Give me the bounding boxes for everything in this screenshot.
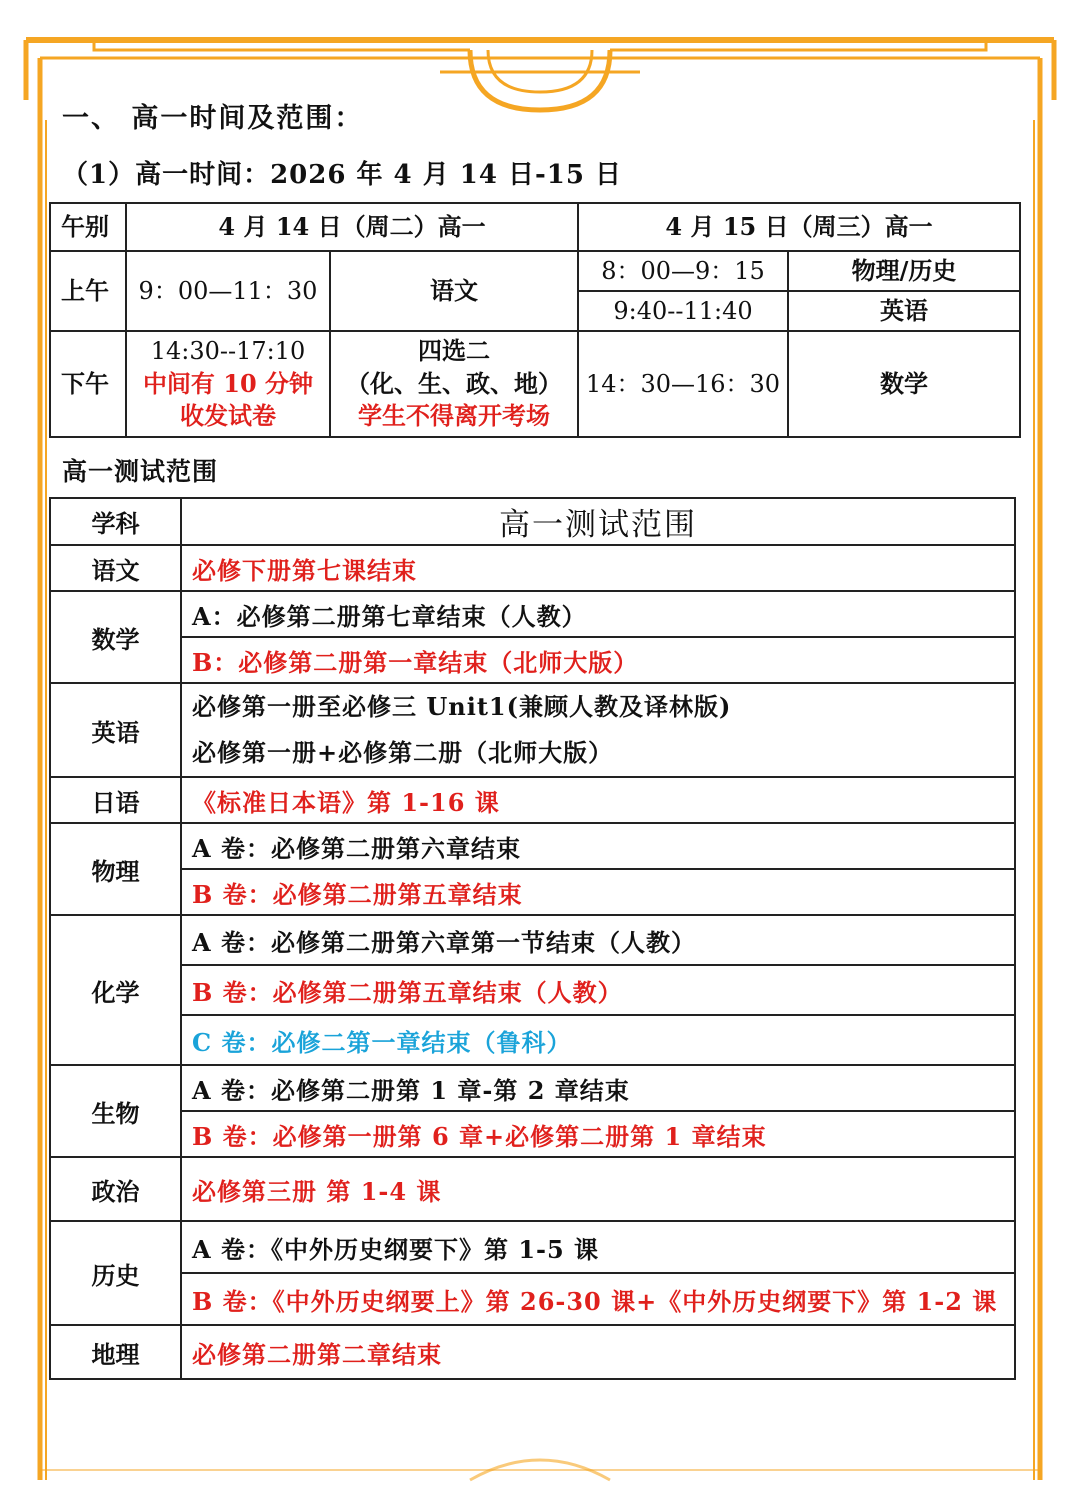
subject-biology: 生物: [50, 1065, 181, 1157]
table-row: [50, 823, 1015, 869]
morning-day1-time: 9：00—11：30: [126, 251, 330, 331]
afternoon-day1-time: 14:30--17:10: [150, 337, 306, 366]
scope-line: 必修第一册至必修三 Unit1(兼顾人教及译林版): [192, 692, 732, 721]
scope-line: 必修第三册 第 1-4 课: [181, 1157, 1015, 1221]
header-scope: 高一测试范围: [181, 498, 1015, 545]
afternoon-day2-subject: 数学: [788, 331, 1020, 437]
subject-chemistry: 化学: [50, 915, 181, 1065]
table-row: [50, 591, 1015, 637]
header-day1: 4 月 14 日（周二）高一: [126, 203, 578, 251]
scope-line: A 卷：必修第二册第六章结束: [181, 823, 1015, 869]
scope-line: B 卷：必修第二册第五章结束（人教）: [181, 965, 1015, 1015]
afternoon-day1-note: 中间有 10 分钟: [142, 368, 314, 398]
table-row: [50, 965, 1015, 1015]
afternoon-day1-warning: 学生不得离开考场: [358, 401, 550, 431]
morning-day2-subject1: 物理/历史: [788, 251, 1020, 291]
subject-math: 数学: [50, 591, 181, 683]
table-row: [50, 1221, 1015, 1273]
subject-english: 英语: [50, 683, 181, 777]
table-row: [50, 1273, 1015, 1325]
scope-line: 必修第一册+必修第二册（北师大版）: [192, 738, 614, 767]
afternoon-day1-subject-cell: [330, 331, 578, 437]
header-subject: 学科: [50, 498, 181, 545]
morning-day1-subject: 语文: [330, 251, 578, 331]
table-row: [50, 777, 1015, 823]
scope-line: B 卷：《中外历史纲要上》第 26-30 课+《中外历史纲要下》第 1-2 课: [181, 1273, 1015, 1325]
scope-line: 《标准日本语》第 1-16 课: [181, 777, 1015, 823]
time-heading: （1）高一时间：2026 年 4 月 14 日-15 日: [62, 160, 623, 190]
table-row: [50, 1157, 1015, 1221]
table-row: [50, 1325, 1015, 1379]
table-row: [50, 545, 1015, 591]
afternoon-day1-note2: 收发试卷: [180, 401, 276, 431]
table-row: [50, 915, 1015, 965]
afternoon-day1-time-cell: [126, 331, 330, 437]
afternoon-day1-subject-options: （化、生、政、地）: [346, 368, 562, 398]
subject-japanese: 日语: [50, 777, 181, 823]
exam-schedule-table: [49, 202, 1021, 438]
header-period: 午别: [50, 203, 126, 251]
morning-day2-time1: 8：00—9：15: [578, 251, 788, 291]
scope-line: 必修下册第七课结束: [181, 545, 1015, 591]
morning-day2-subject2: 英语: [788, 291, 1020, 331]
table-row: [50, 683, 1015, 777]
subject-physics: 物理: [50, 823, 181, 915]
table-row: [50, 1015, 1015, 1065]
morning-day2-time2: 9:40--11:40: [578, 291, 788, 331]
table-row: [50, 1111, 1015, 1157]
afternoon-day2-time: 14：30—16：30: [578, 331, 788, 437]
subject-geography: 地理: [50, 1325, 181, 1379]
scope-cell: [181, 683, 1015, 777]
scope-heading: 高一测试范围: [62, 457, 219, 486]
table-row: [50, 637, 1015, 683]
scope-line: A：必修第二册第七章结束（人教）: [181, 591, 1015, 637]
scope-table: [49, 497, 1016, 1380]
period-afternoon: 下午: [50, 331, 126, 437]
scope-line: B 卷：必修第二册第五章结束: [181, 869, 1015, 915]
scope-line: 必修第二册第二章结束: [181, 1325, 1015, 1379]
table-row: [50, 1065, 1015, 1111]
period-morning: 上午: [50, 251, 126, 331]
header-day2: 4 月 15 日（周三）高一: [578, 203, 1020, 251]
scope-line: A 卷：必修第二册第 1 章-第 2 章结束: [181, 1065, 1015, 1111]
subject-history: 历史: [50, 1221, 181, 1325]
scope-line: B 卷：必修第一册第 6 章+必修第二册第 1 章结束: [181, 1111, 1015, 1157]
afternoon-day1-subject: 四选二: [418, 336, 490, 366]
subject-politics: 政治: [50, 1157, 181, 1221]
scope-line: A 卷：必修第二册第六章第一节结束（人教）: [181, 915, 1015, 965]
scope-line: C 卷：必修二第一章结束（鲁科）: [181, 1015, 1015, 1065]
subject-chinese: 语文: [50, 545, 181, 591]
table-row: [50, 869, 1015, 915]
scope-line: A 卷：《中外历史纲要下》第 1-5 课: [181, 1221, 1015, 1273]
section-heading: 一、 高一时间及范围：: [62, 103, 364, 134]
scope-line: B：必修第二册第一章结束（北师大版）: [181, 637, 1015, 683]
